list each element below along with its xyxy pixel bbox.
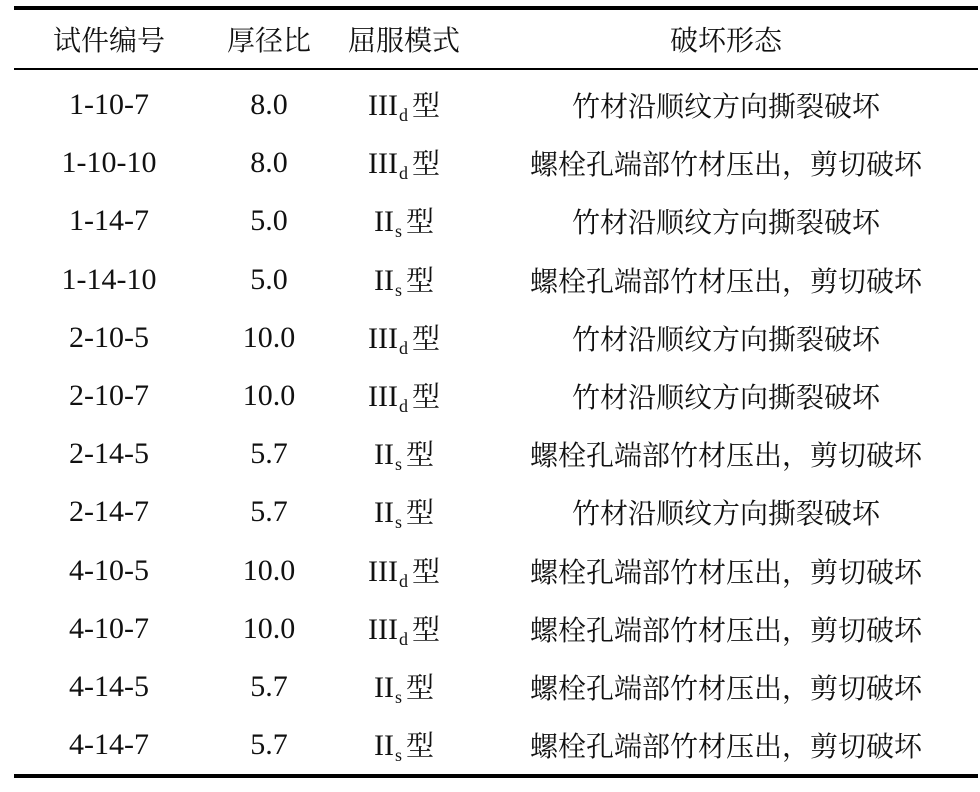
cell-failure-mode: 竹材沿顺纹方向撕裂破坏: [571, 206, 880, 240]
cell-failure-mode: 螺栓孔端部竹材压出，剪切破坏: [529, 730, 922, 764]
yield-mode-suffix: 型: [411, 321, 440, 355]
results-table: [14, 10, 978, 68]
table-row: [14, 251, 978, 309]
cell-specimen-id: 1-10-10: [61, 146, 157, 180]
cell-specimen-id: 2-14-5: [69, 437, 149, 471]
yield-mode-roman: II: [373, 263, 394, 297]
yield-mode-roman: III: [368, 380, 398, 414]
cell-yield-mode: [334, 716, 474, 774]
cell-yield-mode: [334, 542, 474, 600]
cell-failure-mode: 螺栓孔端部竹材压出，剪切破坏: [529, 613, 922, 647]
header-failure-mode: 破坏形态: [669, 24, 782, 57]
cell-failure-mode: 竹材沿顺纹方向撕裂破坏: [571, 322, 880, 356]
yield-mode-suffix: 型: [405, 670, 434, 704]
header-yield-mode: 屈服模式: [347, 24, 460, 57]
cell-specimen-id: 4-14-5: [69, 669, 149, 703]
table-row: [14, 367, 978, 425]
table-row: [14, 192, 978, 250]
yield-mode-suffix: 型: [405, 438, 434, 472]
yield-mode-suffix: 型: [405, 729, 434, 763]
cell-thickness-ratio: 10.0: [242, 320, 296, 354]
cell-yield-mode: [334, 600, 474, 658]
yield-mode-subscript: s: [394, 686, 402, 707]
cell-thickness-ratio: 5.7: [250, 437, 288, 471]
yield-mode-roman: II: [373, 729, 394, 763]
cell-thickness-ratio: 10.0: [242, 379, 296, 413]
yield-mode-suffix: 型: [405, 205, 434, 239]
cell-specimen-id: 2-14-7: [69, 495, 149, 529]
yield-mode-roman: II: [373, 670, 394, 704]
cell-specimen-id: 1-10-7: [69, 88, 149, 122]
yield-mode-subscript: s: [394, 279, 402, 300]
cell-specimen-id: 4-10-7: [69, 611, 149, 645]
cell-failure-mode: 螺栓孔端部竹材压出，剪切破坏: [529, 439, 922, 473]
cell-failure-mode: 竹材沿顺纹方向撕裂破坏: [571, 497, 880, 531]
yield-mode-roman: III: [368, 612, 398, 646]
yield-mode-subscript: d: [398, 163, 408, 184]
yield-mode-roman: II: [373, 438, 394, 472]
header-thickness-ratio: 厚径比: [226, 24, 311, 57]
yield-mode-roman: III: [368, 147, 398, 181]
yield-mode-roman: III: [368, 321, 398, 355]
table-row: [14, 600, 978, 658]
table-row: [14, 716, 978, 774]
table-header: [14, 10, 978, 68]
yield-mode-suffix: 型: [411, 147, 440, 181]
yield-mode-suffix: 型: [411, 554, 440, 588]
cell-yield-mode: [334, 483, 474, 541]
cell-yield-mode: [334, 309, 474, 367]
yield-mode-suffix: 型: [411, 612, 440, 646]
yield-mode-suffix: 型: [405, 496, 434, 530]
cell-thickness-ratio: 5.7: [250, 728, 288, 762]
cell-yield-mode: [334, 134, 474, 192]
cell-specimen-id: 2-10-5: [69, 320, 149, 354]
yield-mode-subscript: d: [398, 105, 408, 126]
yield-mode-subscript: s: [394, 221, 402, 242]
cell-specimen-id: 1-14-7: [69, 204, 149, 238]
results-table-body: [14, 70, 978, 774]
table-body: [14, 70, 978, 774]
cell-thickness-ratio: 5.7: [250, 495, 288, 529]
cell-yield-mode: [334, 367, 474, 425]
yield-mode-subscript: s: [394, 745, 402, 766]
cell-thickness-ratio: 5.0: [250, 262, 288, 296]
header-specimen-id: 试件编号: [52, 24, 165, 57]
cell-yield-mode: [334, 251, 474, 309]
yield-mode-subscript: d: [398, 570, 408, 591]
table-row: [14, 70, 978, 134]
yield-mode-roman: III: [368, 554, 398, 588]
cell-failure-mode: 竹材沿顺纹方向撕裂破坏: [571, 381, 880, 415]
yield-mode-suffix: 型: [405, 263, 434, 297]
cell-yield-mode: [334, 192, 474, 250]
cell-thickness-ratio: 5.0: [250, 204, 288, 238]
cell-yield-mode: [334, 70, 474, 134]
yield-mode-suffix: 型: [411, 89, 440, 123]
cell-yield-mode: [334, 425, 474, 483]
cell-thickness-ratio: 10.0: [242, 611, 296, 645]
table-row: [14, 658, 978, 716]
cell-failure-mode: 螺栓孔端部竹材压出，剪切破坏: [529, 148, 922, 182]
yield-mode-subscript: d: [398, 396, 408, 417]
yield-mode-suffix: 型: [411, 380, 440, 414]
cell-specimen-id: 4-10-5: [69, 553, 149, 587]
cell-yield-mode: [334, 658, 474, 716]
table-bottom-rule: [14, 774, 978, 778]
cell-specimen-id: 1-14-10: [61, 262, 157, 296]
cell-thickness-ratio: 8.0: [250, 88, 288, 122]
cell-failure-mode: 螺栓孔端部竹材压出，剪切破坏: [529, 555, 922, 589]
cell-failure-mode: 螺栓孔端部竹材压出，剪切破坏: [529, 264, 922, 298]
yield-mode-subscript: s: [394, 512, 402, 533]
table-row: [14, 483, 978, 541]
yield-mode-subscript: d: [398, 628, 408, 649]
cell-thickness-ratio: 8.0: [250, 146, 288, 180]
table-row: [14, 542, 978, 600]
cell-thickness-ratio: 5.7: [250, 669, 288, 703]
yield-mode-roman: III: [368, 89, 398, 123]
yield-mode-roman: II: [373, 205, 394, 239]
table-row: [14, 425, 978, 483]
cell-failure-mode: 螺栓孔端部竹材压出，剪切破坏: [529, 671, 922, 705]
table-row: [14, 134, 978, 192]
cell-thickness-ratio: 10.0: [242, 553, 296, 587]
cell-failure-mode: 竹材沿顺纹方向撕裂破坏: [571, 90, 880, 124]
yield-mode-subscript: s: [394, 454, 402, 475]
yield-mode-subscript: d: [398, 337, 408, 358]
results-table-container: [14, 6, 978, 774]
cell-specimen-id: 2-10-7: [69, 379, 149, 413]
header-row: [14, 10, 978, 68]
yield-mode-roman: II: [373, 496, 394, 530]
cell-specimen-id: 4-14-7: [69, 728, 149, 762]
table-row: [14, 309, 978, 367]
